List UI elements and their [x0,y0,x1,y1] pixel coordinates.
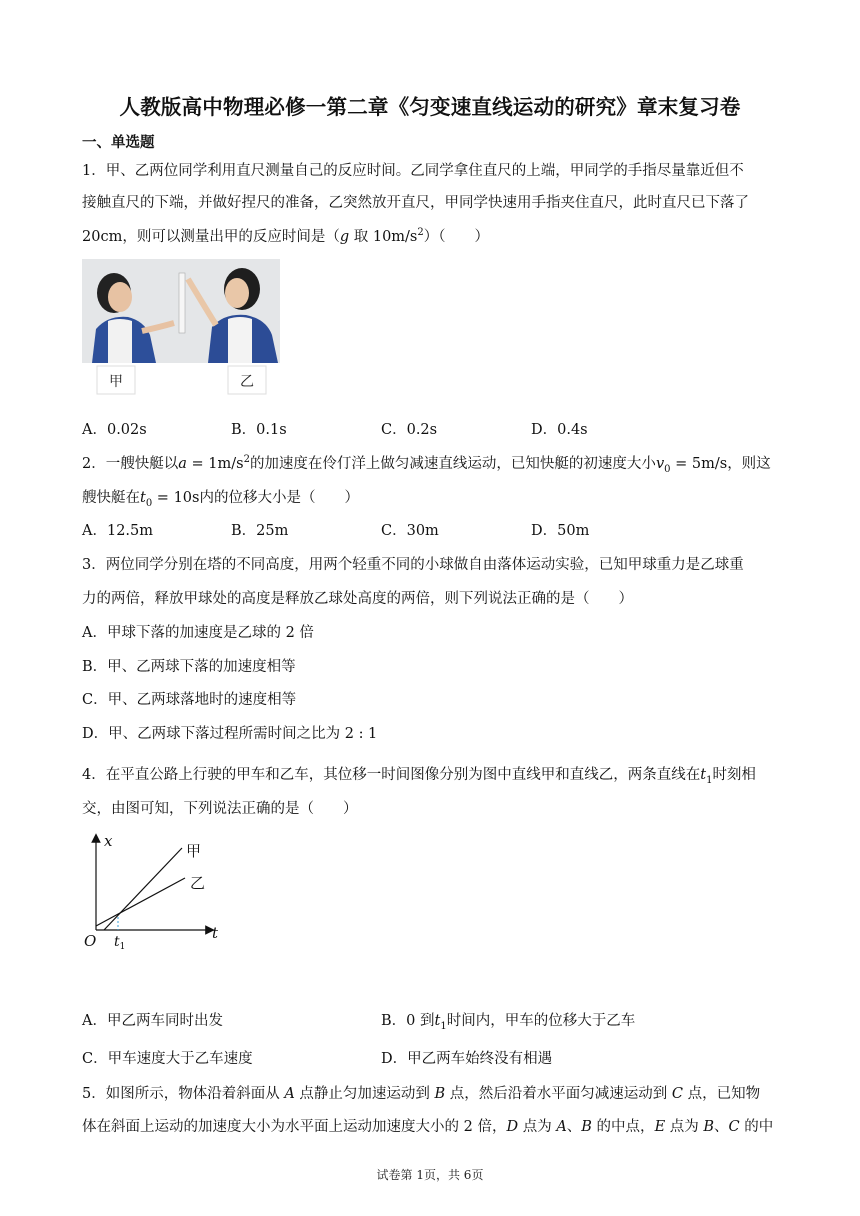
q5-sep-2: 、 [714,1119,729,1135]
q5-line1 [82,1082,760,1103]
q2-option-b: B．25m [231,523,289,539]
q5-text-9: 的中 [739,1119,774,1135]
q1-line3 [82,225,489,246]
q5-point-b2: B [581,1119,592,1135]
line-jia [104,848,182,930]
q1-g-variable: g [339,229,350,245]
origin-label: O [84,932,97,950]
q2-text-2: 的加速度在伶仃洋上做匀减速直线运动，已知快艇的初速度大小 [249,456,656,472]
q2-option-d: D．50m [531,523,590,539]
q5-text-5: 体在斜面上运动的加速度大小为水平面上运动加速度大小的 2 倍， [82,1119,507,1135]
q1-line2: 接触直尺的下端，并做好捏尺的准备，乙突然放开直尺，甲同学快速用手指夹住直尺，此时直尺已下落了 [82,195,749,211]
q3-option-c: C．甲、乙两球落地时的速度相等 [82,692,297,708]
page-title: 人教版高中物理必修一第二章《匀变速直线运动的研究》章末复习卷 [119,95,741,119]
q2-option-c: C．30m [381,523,439,539]
q2-line1 [82,452,771,475]
q5-text-6: 点为 [518,1119,557,1135]
q4-text-1: 4．在平直公路上行驶的甲车和乙车，其位移一时间图像分别为图中直线甲和直线乙，两条直线在 [82,767,701,783]
q4-t1-variable: t [700,767,707,783]
q2-v-variable: v [655,456,665,472]
q2-v-subscript: 0 [664,463,671,475]
line-yi [96,878,185,926]
x-axis-label: t [212,924,219,942]
q1-line3-end: ）（ ） [423,229,489,245]
q4-option-c: C．甲车速度大于乙车速度 [82,1051,253,1067]
q5-text-4: 点，已知物 [683,1086,761,1102]
q1-g-exponent: 2 [417,227,424,239]
q3-line2: 力的两倍，释放甲球处的高度是释放乙球处高度的两倍，则下列说法正确的是（ ） [82,591,633,607]
q5-point-d: D [506,1119,519,1135]
q1-line3-text: 20cm，则可以测量出甲的反应时间是（ [82,229,340,245]
q5-text-7: 的中点， [591,1119,655,1135]
q1-option-a: A．0.02s [82,422,147,438]
q1-line1: 1．甲、乙两位同学利用直尺测量自己的反应时间。乙同学拿住直尺的上端，甲同学的手指尽量靠近但不 [82,163,744,179]
line-jia-label: 甲 [186,842,202,860]
q2-t-variable: t [140,490,146,506]
q1-g-text: 取 10m/s [349,229,418,245]
q2-option-a: A．12.5m [82,523,154,539]
q3-line1: 3．两位同学分别在塔的不同高度，用两个轻重不同的小球做自由落体运动实验，已知甲球重力是乙球重 [82,557,744,573]
q3-option-a: A．甲球下落的加速度是乙球的 2 倍 [82,625,314,641]
q2-t-value: = 10s [152,490,200,506]
t1-tick-label: $t_1$ [114,934,126,952]
q5-line2 [82,1115,773,1136]
q5-point-c2: C [728,1119,740,1135]
q4-option-b [381,1009,635,1032]
q4-optb-t-variable: t [434,1013,441,1029]
q1-option-b: B．0.1s [231,422,287,438]
q4-optb-t-subscript: 1 [440,1020,447,1032]
q3-option-b: B．甲、乙两球下落的加速度相等 [82,659,296,675]
q2-line2 [82,486,359,509]
q1-option-c: C．0.2s [381,422,438,438]
y-axis-label: x [104,832,113,850]
q2-a-variable: a [178,456,187,472]
q4-t1-subscript: 1 [706,774,713,786]
q2-text-4: 艘快艇在 [82,490,140,506]
position-time-graph [82,830,232,955]
page-footer: 试卷第 1页，共 6页 [376,1168,484,1182]
q2-text-1: 2．一艘快艇以 [82,456,179,472]
q2-text-3: ，则这 [727,456,771,472]
q1-option-d: D．0.4s [531,422,588,438]
reaction-time-photo [82,259,280,396]
q5-text-8: 点为 [665,1119,704,1135]
q4-option-d: D．甲乙两车始终没有相遇 [381,1051,553,1067]
q5-point-a2: A [556,1119,567,1135]
q5-point-c: C [671,1086,684,1102]
section-title: 一、单选题 [82,135,155,151]
q5-text-2: 点静止匀加速运动到 [294,1086,435,1102]
photo-label-jia: 甲 [109,374,123,390]
q5-text-3: 点，然后沿着水平面匀减速运动到 [445,1086,672,1102]
q5-sep-1: 、 [566,1119,582,1135]
q3-option-d: D．甲、乙两球下落过程所需时间之比为 2 : 1 [82,726,378,742]
q5-point-b: B [434,1086,446,1102]
q2-a-exponent: 2 [243,454,250,466]
q4-text-2: 时刻相 [712,767,756,783]
q4-line2: 交，由图可知，下列说法正确的是（ ） [82,801,358,817]
q2-v-value: = 5m/s [670,456,728,472]
q5-point-a: A [284,1086,295,1102]
q5-text-1: 5．如图所示，物体沿着斜面从 [82,1086,285,1102]
q5-point-e: E [654,1119,666,1135]
q2-a-value: = 1m/s [186,456,244,472]
q4-optb-text-1: B．0 到 [381,1013,435,1029]
q2-t-subscript: 0 [145,497,153,509]
q4-optb-text-2: 时间内，甲车的位移大于乙车 [446,1013,636,1029]
q2-text-5: 内的位移大小是（ ） [199,490,359,506]
q5-point-b3: B [703,1119,715,1135]
line-yi-label: 乙 [190,874,206,892]
q4-line1 [82,763,756,786]
q4-option-a: A．甲乙两车同时出发 [82,1013,223,1029]
photo-label-yi: 乙 [240,374,254,390]
